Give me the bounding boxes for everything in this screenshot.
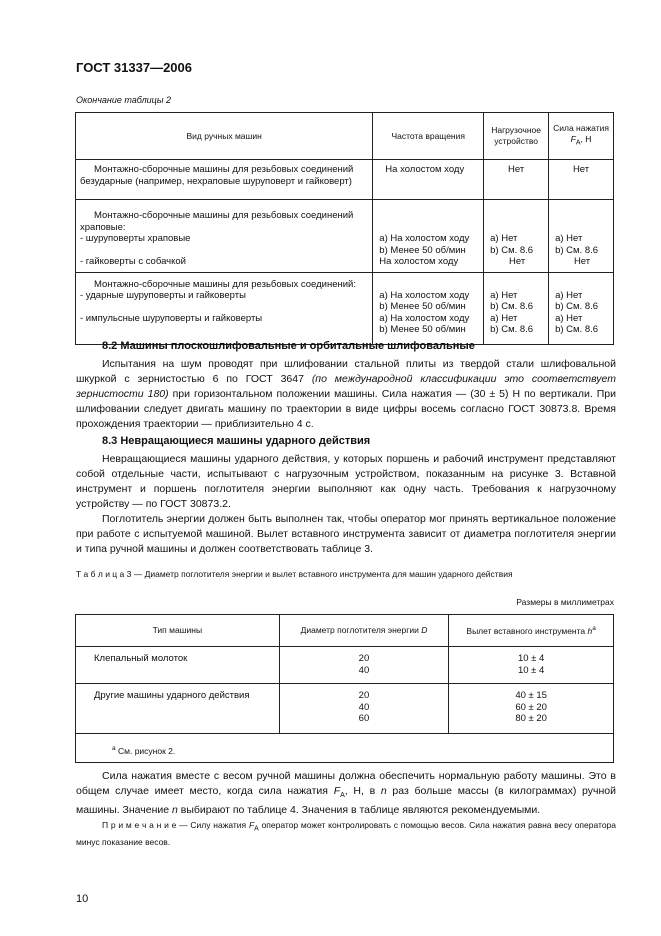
col-machine-type: Тип машины (76, 615, 280, 647)
table-row: Другие машины ударного действия 20 40 60 40 ± 15 60 ± 20 80 ± 20 (76, 684, 614, 734)
force-paragraph: Сила нажатия вместе с весом ручной машины должна обеспечить нормальную работу машины. Это в общем случае имеет место, когда сила нажатия $F_A$, Н, в n раз больше массы (в килограммах) ручной машины. Значение n выбирают по таблице 4. Значения в таблице являются рекомендуемыми. (76, 770, 616, 817)
table-row: Монтажно-сборочные машины для резьбовых соединений: - ударные шуруповерты и гайковерты - импульсные шуруповерты и гайковерты a) На холостом ходу b) Менее 50 об/мин a) На холостом ходу b) Менее 50 об/мин a) Нет b) См. 8.6 a) Нет b) См. 8.6 a) Нет b) См. 8.6 a) Нет b) См. 8.6 (76, 272, 614, 344)
page-number: 10 (76, 893, 89, 905)
table2-caption: Окончание таблицы 2 (76, 95, 171, 105)
col-load: Нагрузочное устройство (484, 113, 549, 160)
document-header: ГОСТ 31337—2006 (76, 60, 192, 75)
col-machine-type: Вид ручных машин (76, 113, 373, 160)
col-force: Сила нажатия $F_A$, Н (549, 113, 614, 160)
note: П р и м е ч а н и е — Силу нажатия $F_A$ оператор может контролировать с помощью весов. Сила нажатия равна весу оператора минус показание весов. (76, 820, 617, 847)
table-2 (75, 112, 614, 345)
col-speed: Частота вращения (373, 113, 484, 160)
col-diameter: Диаметр поглотителя энергии D (279, 615, 449, 647)
table3-units: Размеры в миллиметрах (516, 597, 614, 607)
col-reach: Вылет вставного инструмента $h^a$ (449, 615, 614, 647)
section-8-2-text: Испытания на шум проводят при шлифовании стальной плиты из твердой стали шлифовальной шкуркой с зернистостью 6 по ГОСТ 3647 (по международной классификации это соответствует зернистости 180) при горизонтальном положении машины. Сила нажатия — (30 ± 5) Н по вертикали. При шлифовании следует двигать машину по траектории в виде цифры восемь согласно ГОСТ 30873.8. Время прохождения траектории — приблизительно 4 с. (76, 358, 616, 430)
section-8-2-title: 8.2 Машины плоскошлифовальные и орбитальные шлифовальные (102, 340, 475, 352)
table3-footnote: $^a$ См. рисунок 2. (76, 734, 614, 763)
section-8-3-title: 8.3 Невращающиеся машины ударного действия (102, 435, 371, 447)
table3-header-row (76, 615, 614, 647)
table3-footnote-row (76, 734, 614, 763)
table2-header-row (76, 113, 614, 160)
table-3 (75, 614, 614, 763)
table-row: Монтажно-сборочные машины для резьбовых соединений храповые: - шуруповерты храповые - гайковерты с собачкой a) На холостом ходу b) Менее 50 об/мин На холостом ходу a) Нет b) См. 8.6 Нет a) Нет b) См. 8.6 Нет (76, 200, 614, 273)
table-row: Клепальный молоток 20 40 10 ± 4 10 ± 4 (76, 647, 614, 684)
table-row: Монтажно-сборочные машины для резьбовых соединений безударные (например, нехраповые шуруповерт и гайковерт) На холостом ходу Нет Нет (76, 160, 614, 200)
section-8-3-text: Невращающиеся машины ударного действия, у которых поршень и рабочий инструмент представляют собой отдельные части, испытывают с нагрузочным устройством, показанным на рисунке 3. Вставной инструмент и поршень поглотителя энергии выполняют как одну часть. Требования к нагрузочному устройству — по ГОСТ 30873.2. Поглотитель энергии должен быть выполнен так, чтобы оператор мог принять вертикальное положение при работе с испытуемой машиной. Вылет вставного инструмента зависит от диаметра поглотителя энергии и типа ручной машины и должен соответствовать таблице 3. (76, 453, 616, 555)
table3-caption: Т а б л и ц а 3 — Диаметр поглотителя энергии и вылет вставного инструмента для машин ударного действия (76, 569, 513, 579)
